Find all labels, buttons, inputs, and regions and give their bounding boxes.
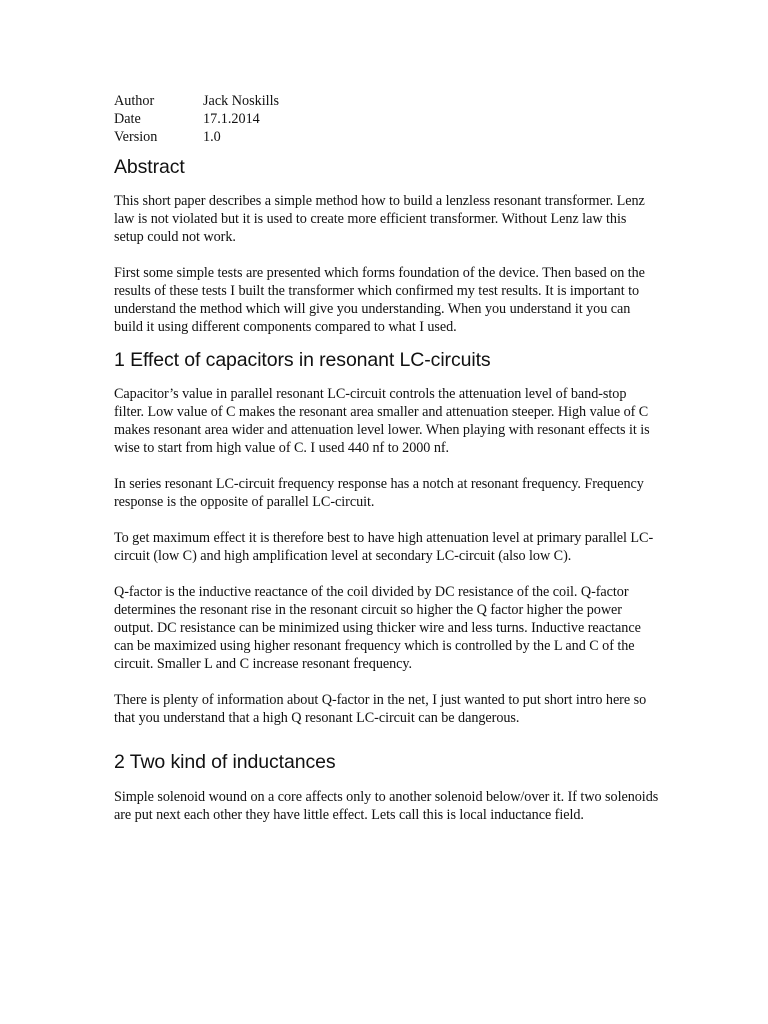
author-value: Jack Noskills xyxy=(203,93,280,109)
document-page xyxy=(114,92,659,824)
abstract-paragraph: First some simple tests are presented which forms foundation of the device. Then based on the results of these tests I built the transformer which confirmed my test results. It is important to understand the method which will give you understanding. When you understand it you can build it using different components compared to what I used. xyxy=(114,265,645,335)
date-label: Date xyxy=(114,111,141,127)
date-row xyxy=(114,110,659,128)
version-label: Version xyxy=(114,129,158,145)
section-2-paragraph: Simple solenoid wound on a core affects only to another solenoid below/over it. If two solenoids are put next each other they have little effect. Lets call this is local inductance field. xyxy=(114,789,659,823)
document-metadata xyxy=(114,92,659,146)
section-1-paragraph: Q-factor is the inductive reactance of the coil divided by DC resistance of the coil. Q-factor determines the resonant rise in the resonant circuit so higher the Q factor higher the power output. DC resistance can be minimized using thicker wire and less turns. Inductive reactance can be maximized using higher resonant frequency which is controlled by the L and C of the circuit. Smaller L and C increase resonant frequency. xyxy=(114,584,641,672)
author-label: Author xyxy=(114,93,155,109)
author-row xyxy=(114,92,659,110)
section-1-heading: 1 Effect of capacitors in resonant LC-circuits xyxy=(114,349,491,371)
section-1-paragraph: Capacitor’s value in parallel resonant LC-circuit controls the attenuation level of band-stop filter. Low value of C makes the resonant area smaller and attenuation steeper. High value of C makes resonant area wider and attenuation level lower. When playing with resonant effects it is wise to start from high value of C. I used 440 nf to 2000 nf. xyxy=(114,386,650,456)
version-value: 1.0 xyxy=(203,129,221,145)
section-1-paragraph: In series resonant LC-circuit frequency response has a notch at resonant frequency. Frequency response is the opposite of parallel LC-circuit. xyxy=(114,476,644,510)
version-row xyxy=(114,128,659,146)
abstract-heading: Abstract xyxy=(114,156,185,178)
abstract-paragraph: This short paper describes a simple method how to build a lenzless resonant transformer. Lenz law is not violated but it is used to create more efficient transformer. Without Lenz law this setup could not work. xyxy=(114,193,645,245)
date-value: 17.1.2014 xyxy=(203,111,260,127)
section-1-paragraph: To get maximum effect it is therefore best to have high attenuation level at primary parallel LC-circuit (low C) and high amplification level at secondary LC-circuit (also low C). xyxy=(114,530,654,564)
section-1-paragraph: There is plenty of information about Q-factor in the net, I just wanted to put short intro here so that you understand that a high Q resonant LC-circuit can be dangerous. xyxy=(114,692,647,726)
section-2-heading: 2 Two kind of inductances xyxy=(114,751,336,773)
